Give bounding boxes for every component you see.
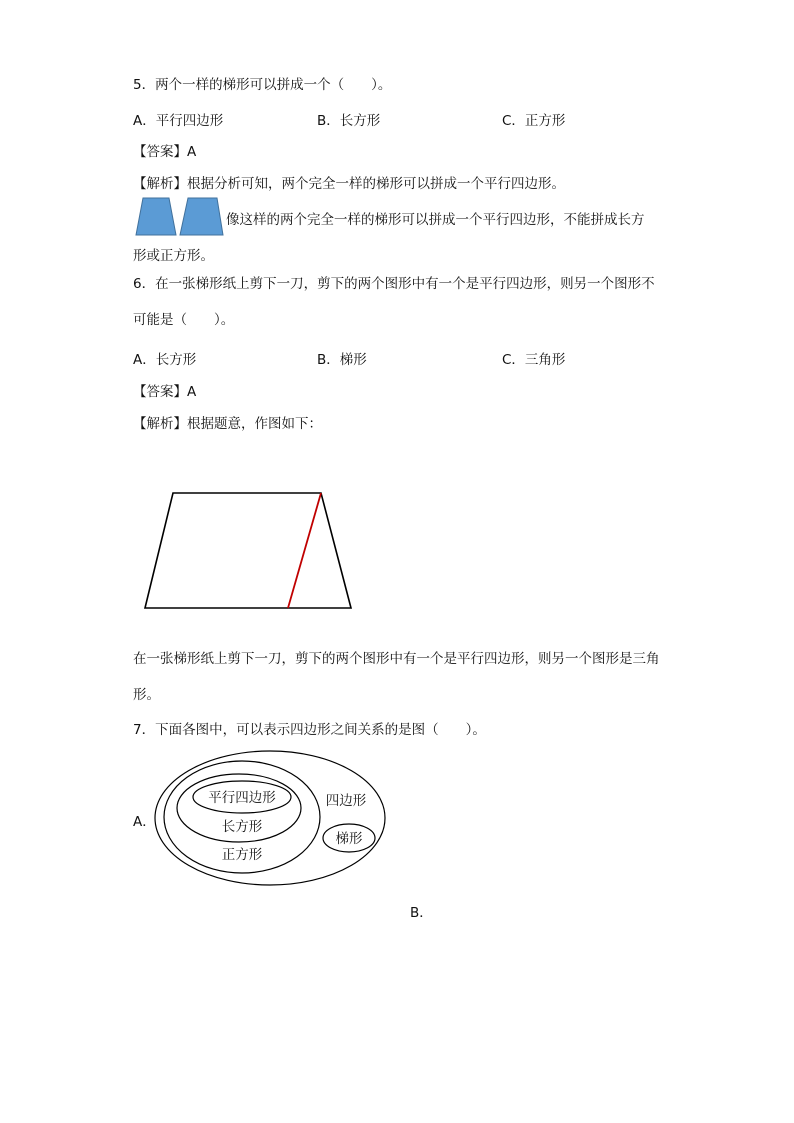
two-trapezoids-figure [133,196,228,238]
q6-conclusion: 在一张梯形纸上剪下一刀，剪下的两个图形中有一个是平行四边形，则另一个图形是三角形。 [133,651,660,703]
q7-option-b: B． [410,905,433,921]
trapezoid-shape-2 [180,198,223,235]
q5-answer: 【答案】A [133,144,197,160]
q7-option-a: A． [133,814,156,830]
venn-label-trapezoid: 梯形 [335,831,363,847]
q6-analysis: 【解析】根据题意，作图如下： [133,416,322,432]
q5-option-b: B．长方形 [317,113,381,129]
venn-label-square: 正方形 [221,847,263,863]
q5-option-a: A．平行四边形 [133,113,224,129]
trapezoid-outline [145,493,351,608]
trapezoid-shape-1 [136,198,176,235]
q5-option-c: C．正方形 [502,113,566,129]
quadrilateral-ellipse [155,751,385,885]
q5-explain-line2: 形或正方形。 [133,248,214,264]
q5-analysis: 【解析】根据分析可知，两个完全一样的梯形可以拼成一个平行四边形。 [133,176,565,192]
q5-explain-line1: 像这样的两个完全一样的梯形可以拼成一个平行四边形，不能拼成长方 [226,212,645,228]
q6-option-c: C．三角形 [502,352,566,368]
q7-question: 7．下面各图中，可以表示四边形之间关系的是图（ ）。 [133,722,486,738]
venn-label-parallelogram: 平行四边形 [208,790,276,806]
venn-label-rectangle: 长方形 [221,819,263,835]
q5-question: 5．两个一样的梯形可以拼成一个（ ）。 [133,77,392,93]
venn-label-quadrilateral: 四边形 [325,793,367,809]
trapezoid-cut-figure [140,488,360,613]
cut-line [288,493,321,608]
q6-question: 6．在一张梯形纸上剪下一刀，剪下的两个图形中有一个是平行四边形，则另一个图形不可能是（ ）。 [133,276,655,328]
quadrilateral-venn-diagram [150,750,395,890]
q6-option-a: A．长方形 [133,352,197,368]
q6-option-b: B．梯形 [317,352,367,368]
q6-answer: 【答案】A [133,384,197,400]
